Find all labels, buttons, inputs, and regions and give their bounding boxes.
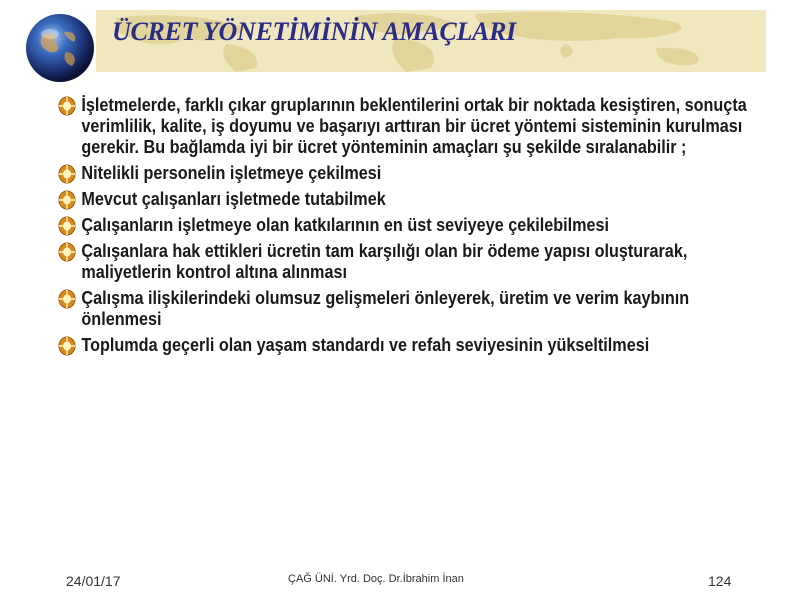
footer-author: ÇAĞ ÜNİ. Yrd. Doç. Dr.İbrahim İnan — [288, 573, 464, 585]
bullet-icon — [58, 216, 76, 236]
bullet-icon — [58, 164, 76, 184]
bullet-text: Çalışanların işletmeye olan katkılarının en üst seviyeye çekilebilmesi — [81, 215, 610, 235]
bullet-text: Toplumda geçerli olan yaşam standardı ve refah seviyesinin yükseltilmesi — [81, 335, 650, 355]
footer-date: 24/01/17 — [66, 573, 121, 589]
list-item — [58, 241, 747, 283]
globe-icon — [24, 12, 96, 84]
bullet-icon — [58, 96, 76, 116]
list-item — [58, 163, 747, 184]
list-item — [58, 95, 747, 158]
bullet-text: İşletmelerde, farklı çıkar gruplarının beklentilerini ortak bir noktada kesiştiren, sonuçta verimlilik, kalite, iş doyumu ve başarıyı arttıran bir ücret yöntemi sisteminin kurulması gerekir. Bu bağlamda iyi bir ücret yönteminin amaçları şu şekilde sıralanabilir ; — [81, 95, 747, 157]
bullet-icon — [58, 242, 76, 262]
bullet-text: Mevcut çalışanları işletmede tutabilmek — [81, 189, 386, 209]
bullet-text: Çalışma ilişkilerindeki olumsuz gelişmeleri önleyerek, üretim ve verim kaybının önlenmesi — [81, 288, 690, 329]
page-number: 124 — [708, 573, 732, 589]
bullet-icon — [58, 336, 76, 356]
list-item — [58, 288, 747, 330]
list-item — [58, 189, 747, 210]
bullet-text: Çalışanlara hak ettikleri ücretin tam karşılığı olan bir ödeme yapısı oluşturarak, maliyetlerin kontrol altına alınması — [81, 241, 688, 282]
bullet-icon — [58, 289, 76, 309]
bullet-icon — [58, 190, 76, 210]
bullet-list — [58, 95, 748, 361]
bullet-text: Nitelikli personelin işletmeye çekilmesi — [81, 163, 382, 183]
list-item — [58, 215, 747, 236]
list-item — [58, 335, 747, 356]
slide-title: ÜCRET YÖNETİMİNİN AMAÇLARI — [112, 17, 516, 46]
